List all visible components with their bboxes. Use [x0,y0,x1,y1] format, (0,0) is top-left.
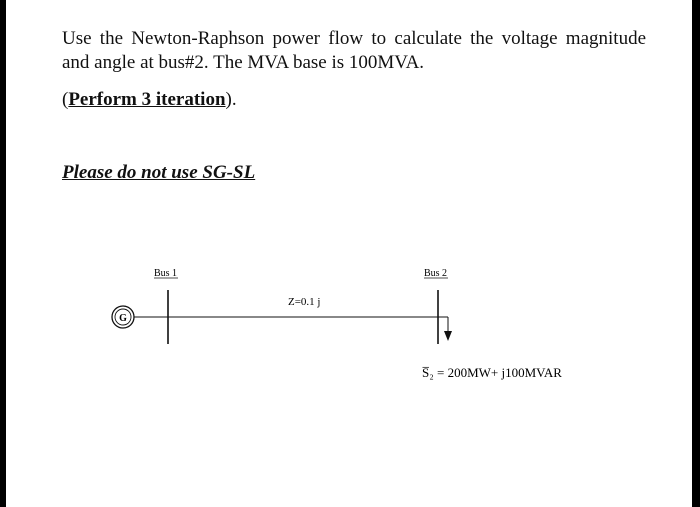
one-line-diagram [6,0,692,507]
document-page [6,0,692,507]
method-note: Please do not use SG-SL [62,162,256,183]
load-label: S̅₂ = 200MW+ j100MVAR [422,365,562,380]
bus1-label: Bus 1 [154,268,178,279]
iteration-paren-open: ( [62,89,69,110]
generator-icon [112,306,134,328]
iteration-paren-close: ). [225,89,237,110]
load-arrow-icon [438,317,452,341]
bus2-label: Bus 2 [424,268,448,279]
generator-symbol: G [119,313,127,324]
impedance-label: Z=0.1 j [288,296,321,308]
question-paragraph: Use the Newton-Raphson power flow to calculate the voltage magnitude and angle at bus#2. The MVA base is 100MVA. [62,28,646,73]
iteration-emphasis: Perform 3 iteration [68,89,226,110]
